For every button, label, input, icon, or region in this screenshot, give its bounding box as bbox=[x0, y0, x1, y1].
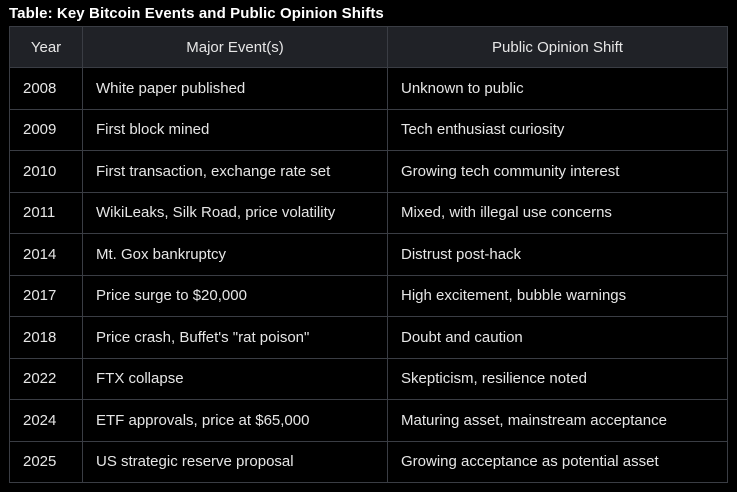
cell-major-event: Price surge to $20,000 bbox=[83, 275, 388, 317]
table-row bbox=[10, 358, 728, 400]
cell-opinion-shift: Growing acceptance as potential asset bbox=[388, 441, 728, 483]
cell-major-event: FTX collapse bbox=[83, 358, 388, 400]
cell-year: 2017 bbox=[10, 275, 83, 317]
column-header-public-opinion-shift: Public Opinion Shift bbox=[388, 27, 728, 68]
cell-major-event: First block mined bbox=[83, 109, 388, 151]
column-header-year: Year bbox=[10, 27, 83, 68]
cell-major-event: ETF approvals, price at $65,000 bbox=[83, 400, 388, 442]
table-row bbox=[10, 275, 728, 317]
cell-year: 2011 bbox=[10, 192, 83, 234]
cell-year: 2025 bbox=[10, 441, 83, 483]
table-row bbox=[10, 109, 728, 151]
cell-major-event: Mt. Gox bankruptcy bbox=[83, 234, 388, 276]
cell-opinion-shift: Distrust post-hack bbox=[388, 234, 728, 276]
cell-major-event: US strategic reserve proposal bbox=[83, 441, 388, 483]
cell-opinion-shift: Mixed, with illegal use concerns bbox=[388, 192, 728, 234]
cell-major-event: First transaction, exchange rate set bbox=[83, 151, 388, 193]
cell-opinion-shift: Unknown to public bbox=[388, 68, 728, 110]
cell-opinion-shift: Tech enthusiast curiosity bbox=[388, 109, 728, 151]
table-row bbox=[10, 192, 728, 234]
cell-year: 2008 bbox=[10, 68, 83, 110]
events-table bbox=[9, 26, 728, 483]
cell-year: 2022 bbox=[10, 358, 83, 400]
cell-major-event: Price crash, Buffet's "rat poison" bbox=[83, 317, 388, 359]
cell-opinion-shift: Doubt and caution bbox=[388, 317, 728, 359]
cell-year: 2010 bbox=[10, 151, 83, 193]
table-row bbox=[10, 68, 728, 110]
column-header-major-events: Major Event(s) bbox=[83, 27, 388, 68]
cell-opinion-shift: Skepticism, resilience noted bbox=[388, 358, 728, 400]
table-row bbox=[10, 441, 728, 483]
cell-major-event: WikiLeaks, Silk Road, price volatility bbox=[83, 192, 388, 234]
table-row bbox=[10, 317, 728, 359]
cell-year: 2024 bbox=[10, 400, 83, 442]
cell-opinion-shift: Growing tech community interest bbox=[388, 151, 728, 193]
table-row bbox=[10, 234, 728, 276]
cell-year: 2018 bbox=[10, 317, 83, 359]
cell-major-event: White paper published bbox=[83, 68, 388, 110]
cell-year: 2014 bbox=[10, 234, 83, 276]
table-row bbox=[10, 151, 728, 193]
table-title: Table: Key Bitcoin Events and Public Opinion Shifts bbox=[9, 5, 384, 22]
cell-opinion-shift: High excitement, bubble warnings bbox=[388, 275, 728, 317]
cell-year: 2009 bbox=[10, 109, 83, 151]
cell-opinion-shift: Maturing asset, mainstream acceptance bbox=[388, 400, 728, 442]
table-row bbox=[10, 400, 728, 442]
table-header-row bbox=[10, 27, 728, 68]
